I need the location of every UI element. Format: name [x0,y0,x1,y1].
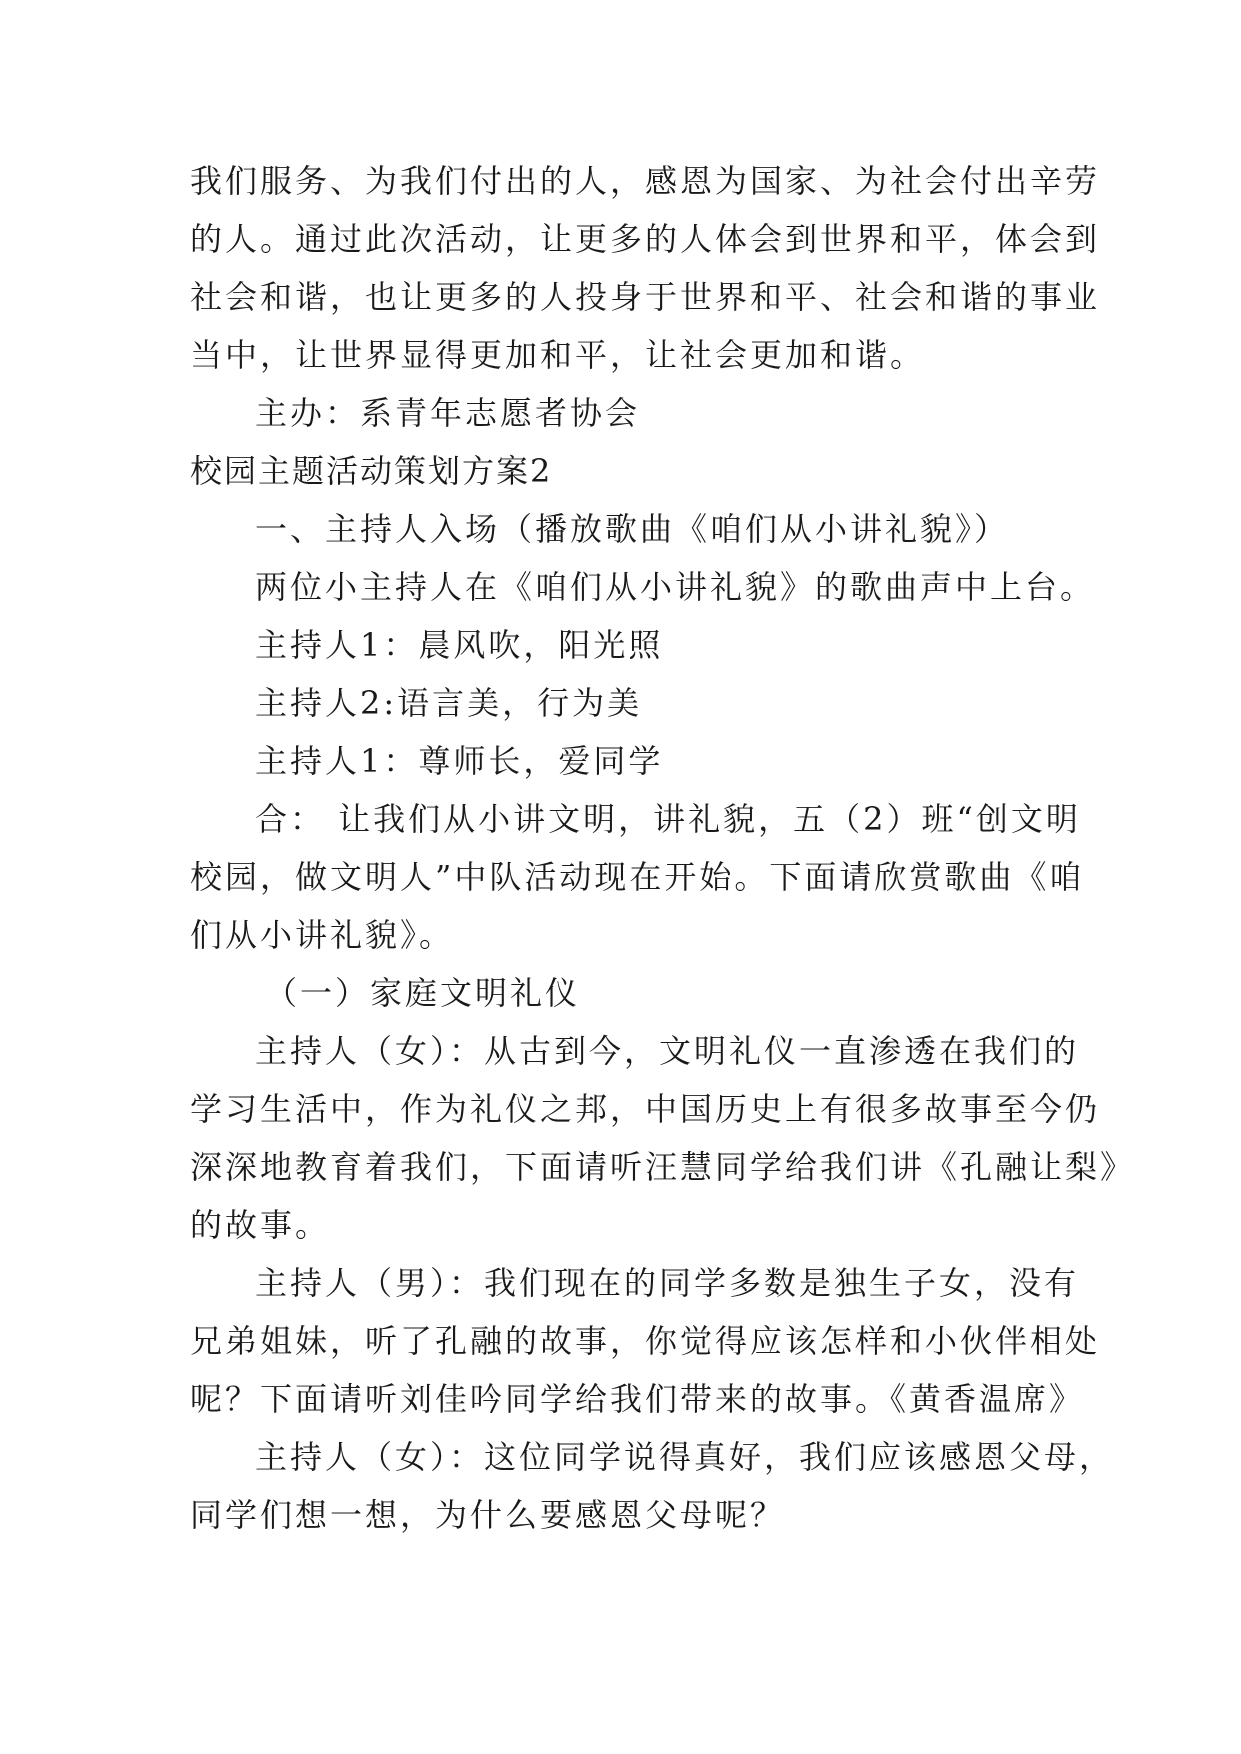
paragraph-line: 的人。通过此次活动，让更多的人体会到世界和平，体会到 [190,220,1101,258]
dialogue-line: 主持人（男）：我们现在的同学多数是独生子女，没有 [255,1264,1080,1302]
document-body [190,152,1136,1544]
paragraph-line: 们从小讲礼貌》。 [190,916,455,954]
dialogue-line: 主持人1：尊师长，爱同学 [255,742,664,780]
paragraph-line: 兄弟姐妹，听了孔融的故事，你觉得应该怎样和小伙伴相处 [190,1322,1101,1360]
paragraph-line: 校园，做文明人”中队活动现在开始。下面请欣赏歌曲《咱 [190,858,1085,896]
dialogue-line: 主持人（女）：这位同学说得真好，我们应该感恩父母， [255,1438,1115,1476]
subheading-line: （一）家庭文明礼仪 [265,974,581,1012]
paragraph-line: 当中，让世界显得更加和平，让社会更加和谐。 [190,336,926,374]
section-title: 校园主题活动策划方案2 [190,452,553,490]
dialogue-line: 主持人1：晨风吹，阳光照 [255,626,664,664]
paragraph-line: 社会和谐，也让更多的人投身于世界和平、社会和谐的事业 [190,278,1101,316]
paragraph-line: 学习生活中，作为礼仪之邦，中国历史上有很多故事至今仍 [190,1090,1101,1128]
dialogue-line: 合： 让我们从小讲文明，讲礼貌，五（2）班“创文明 [255,800,1081,838]
paragraph-line: 我们服务、为我们付出的人，感恩为国家、为社会付出辛劳 [190,162,1101,200]
paragraph-line: 呢？下面请听刘佳吟同学给我们带来的故事。《黄香温席》 [190,1380,1085,1418]
paragraph-line: 的故事。 [190,1206,331,1244]
paragraph-line: 两位小主持人在《咱们从小讲礼貌》的歌曲声中上台。 [255,568,1096,606]
heading-line: 一、主持人入场（播放歌曲《咱们从小讲礼貌》） [255,510,1010,548]
dialogue-line: 主持人2:语言美，行为美 [255,684,643,722]
paragraph-line: 同学们想一想，为什么要感恩父母呢？ [190,1496,786,1534]
organizer-line: 主办：系青年志愿者协会 [255,394,641,432]
dialogue-line: 主持人（女）：从古到今，文明礼仪一直渗透在我们的 [255,1032,1080,1070]
paragraph-line: 深深地教育着我们，下面请听汪慧同学给我们讲《孔融让梨》 [190,1148,1136,1186]
